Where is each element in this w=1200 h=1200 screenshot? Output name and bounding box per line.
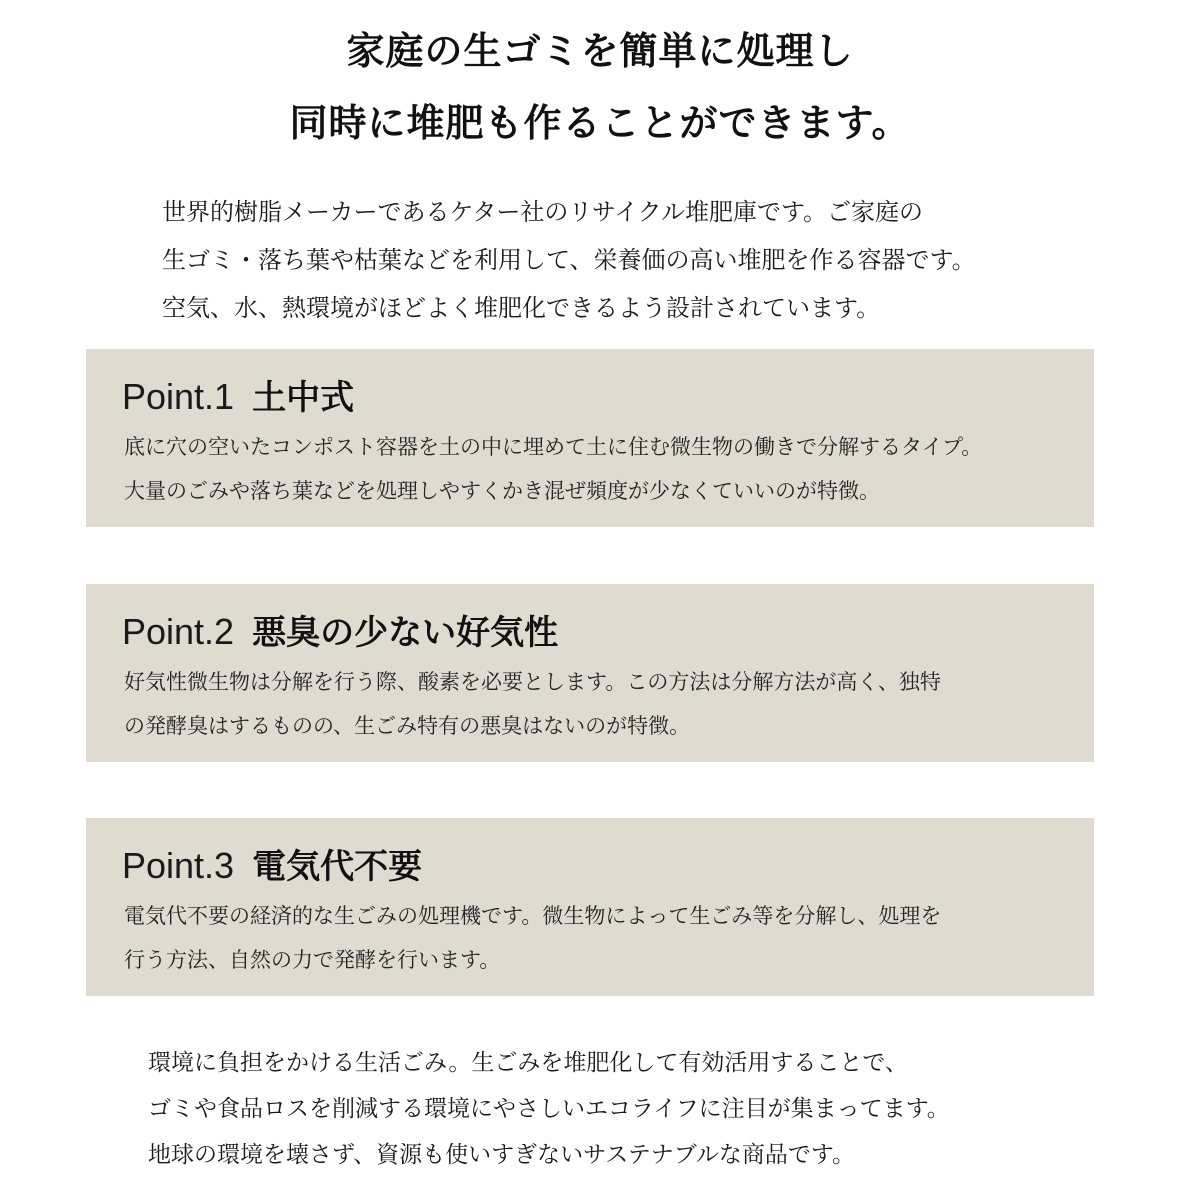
closing-paragraph (148, 1040, 1108, 1178)
point-description-line: 電気代不要の経済的な生ごみの処理機です。微生物によって生ごみ等を分解し、処理を (124, 904, 942, 928)
point-card-1 (86, 349, 1094, 527)
intro-line: 生ゴミ・落ち葉や枯葉などを利用して、栄養価の高い堆肥を作る容器です。 (162, 246, 976, 274)
point-title: 電気代不要 (252, 847, 423, 887)
point-card-3 (86, 818, 1094, 996)
point-heading (122, 844, 422, 888)
point-heading (122, 375, 354, 419)
intro-paragraph (162, 188, 1122, 332)
point-description-line: 大量のごみや落ち葉などを処理しやすくかき混ぜ頻度が少なくていいのが特徴。 (124, 479, 880, 503)
point-description (124, 660, 1084, 748)
intro-line: 世界的樹脂メーカーであるケター社のリサイクル堆肥庫です。ご家庭の (162, 198, 924, 226)
point-label: Point.1 (122, 376, 235, 417)
point-description-line: 好気性微生物は分解を行う際、酸素を必要とします。この方法は分解方法が高く、独特 (124, 670, 941, 694)
closing-line: 地球の環境を壊さず、資源も使いすぎないサステナブルな商品です。 (148, 1142, 856, 1168)
point-description-line: の発酵臭はするものの、生ごみ特有の悪臭はないのが特徴。 (124, 714, 691, 738)
point-description-line: 底に穴の空いたコンポスト容器を土の中に埋めて土に住む微生物の働きで分解するタイプ。 (124, 435, 983, 459)
point-description-line: 行う方法、自然の力で発酵を行います。 (124, 948, 501, 972)
headline-line-1: 家庭の生ゴミを簡単に処理し (346, 29, 854, 73)
point-label: Point.3 (122, 845, 235, 886)
point-label: Point.2 (122, 611, 235, 652)
point-title: 悪臭の少ない好気性 (252, 613, 559, 653)
closing-line: 環境に負担をかける生活ごみ。生ごみを堆肥化して有効活用することで、 (148, 1050, 908, 1076)
point-description (124, 425, 1084, 513)
intro-line: 空気、水、熱環境がほどよく堆肥化できるよう設計されています。 (162, 294, 881, 322)
closing-line: ゴミや食品ロスを削減する環境にやさしいエコライフに注目が集まってます。 (148, 1096, 950, 1122)
point-description (124, 894, 1084, 982)
point-title: 土中式 (252, 378, 355, 418)
point-heading (122, 610, 558, 654)
headline-line-2: 同時に堆肥も作ることができます。 (289, 101, 911, 145)
point-card-2 (86, 584, 1094, 762)
